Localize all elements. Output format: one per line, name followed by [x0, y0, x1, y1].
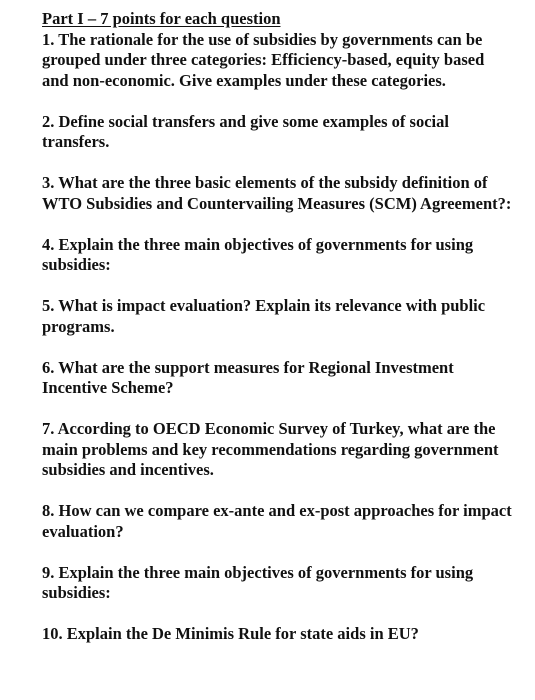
- spacer: [42, 542, 512, 563]
- question-9: 9. Explain the three main objectives of governments for using subsidies:: [42, 562, 474, 602]
- question-1: 1. The rationale for the use of subsidies by governments can be grouped under three categories: Efficiency-based, equity based and non-economic. Give examples under these categories.: [42, 29, 485, 90]
- spacer: [42, 604, 512, 625]
- part-heading: Part I – 7 points for each question: [42, 9, 281, 28]
- spacer: [42, 399, 512, 420]
- spacer: [42, 337, 512, 358]
- question-10: 10. Explain the De Minimis Rule for state aids in EU?: [42, 624, 419, 643]
- question-2: 2. Define social transfers and give some examples of social transfers.: [42, 111, 449, 151]
- spacer: [42, 481, 512, 502]
- spacer: [42, 276, 512, 297]
- question-3: 3. What are the three basic elements of the subsidy definition of WTO Subsidies and Countervailing Measures (SCM) Agreement?:: [42, 173, 512, 213]
- question-8: 8. How can we compare ex-ante and ex-post approaches for impact evaluation?: [42, 501, 512, 541]
- document-page: [42, 9, 512, 645]
- spacer: [42, 91, 512, 112]
- question-7: 7. According to OECD Economic Survey of Turkey, what are the main problems and key recommendations regarding government subsidies and incentives.: [42, 419, 499, 479]
- question-6: 6. What are the support measures for Regional Investment Incentive Scheme?: [42, 357, 454, 397]
- spacer: [42, 214, 512, 235]
- question-4: 4. Explain the three main objectives of governments for using subsidies:: [42, 234, 474, 274]
- spacer: [42, 153, 512, 174]
- question-5: 5. What is impact evaluation? Explain its relevance with public programs.: [42, 296, 486, 336]
